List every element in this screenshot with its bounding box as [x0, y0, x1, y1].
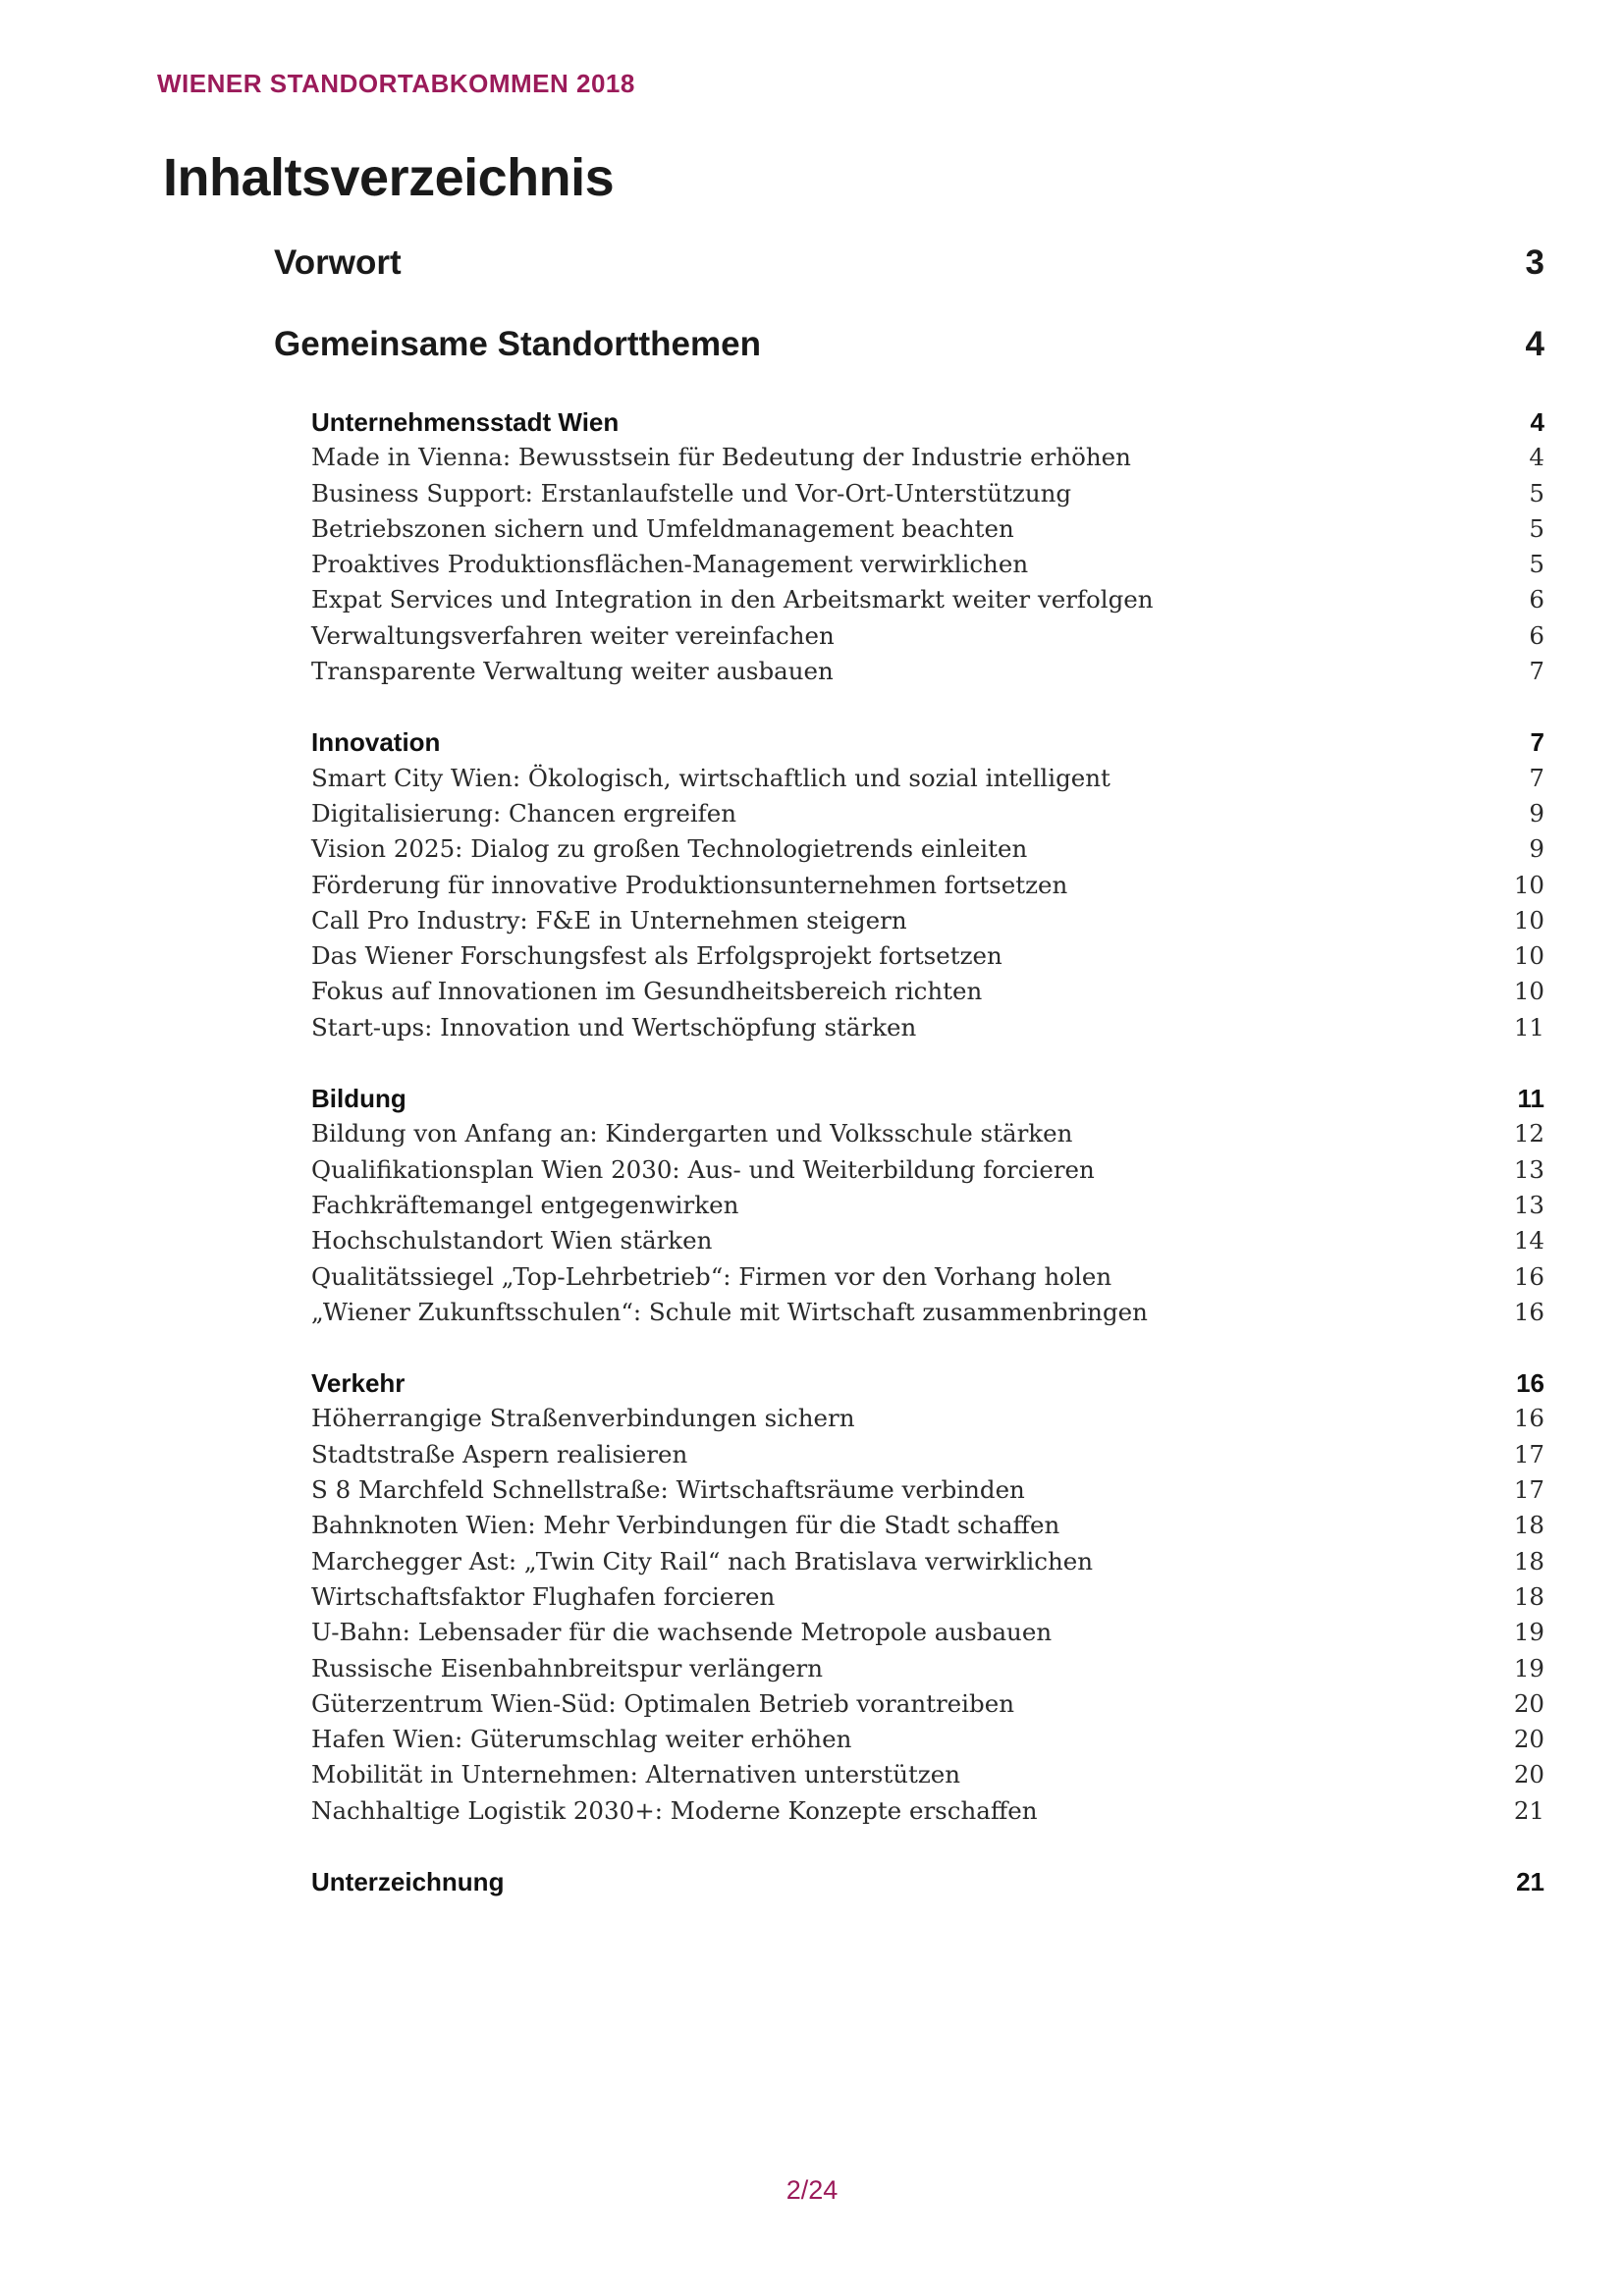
- page-number: 2/24: [785, 2175, 839, 2205]
- entry-page: 6: [1529, 620, 1544, 650]
- toc-entry[interactable]: [311, 511, 1544, 547]
- entry-page: 10: [1513, 977, 1544, 1006]
- entry-page: 16: [1513, 1297, 1544, 1326]
- toc-entry[interactable]: [311, 476, 1544, 511]
- entry-page: 6: [1529, 585, 1544, 614]
- toc-entry[interactable]: [311, 761, 1544, 796]
- entry-label: Russische Eisenbahnbreitspur verlängern: [311, 1653, 824, 1682]
- entry-page: 13: [1513, 1190, 1544, 1219]
- entry-label: Call Pro Industry: F&E in Unternehmen steigern: [311, 905, 907, 934]
- entry-label: Digitalisierung: Chancen ergreifen: [311, 798, 737, 828]
- table-of-contents: [311, 404, 1544, 1935]
- toc-entry[interactable]: [311, 1472, 1544, 1508]
- entry-label: Smart City Wien: Ökologisch, wirtschaftlich und sozial intelligent: [311, 763, 1110, 792]
- entry-page: 10: [1513, 905, 1544, 934]
- toc-entry[interactable]: [311, 1152, 1544, 1188]
- entry-label: Hafen Wien: Güterumschlag weiter erhöhen: [311, 1725, 852, 1754]
- section-title: Unternehmensstadt Wien: [311, 407, 620, 437]
- entry-page: 14: [1513, 1226, 1544, 1255]
- entry-page: 20: [1513, 1760, 1544, 1789]
- entry-label: Proaktives Produktionsflächen-Management verwirklichen: [311, 550, 1029, 579]
- toc-entry[interactable]: [311, 440, 1544, 475]
- entry-label: Bildung von Anfang an: Kindergarten und Volksschule stärken: [311, 1119, 1073, 1148]
- entry-page: 17: [1513, 1475, 1544, 1505]
- section-title: Bildung: [311, 1084, 406, 1114]
- entry-label: Made in Vienna: Bewusstsein für Bedeutung der Industrie erhöhen: [311, 443, 1131, 472]
- entry-page: 11: [1513, 1012, 1544, 1041]
- entry-label: Qualifikationsplan Wien 2030: Aus- und Weiterbildung forcieren: [311, 1154, 1095, 1184]
- section-heading[interactable]: [311, 724, 1544, 760]
- chapter-label: Gemeinsame Standortthemen: [274, 325, 761, 363]
- entry-label: Stadtstraße Aspern realisieren: [311, 1439, 688, 1468]
- toc-entry[interactable]: [311, 868, 1544, 903]
- toc-entry[interactable]: [311, 1722, 1544, 1757]
- section-page: 21: [1516, 1866, 1544, 1896]
- toc-entry[interactable]: [311, 1651, 1544, 1686]
- entry-page: 10: [1513, 941, 1544, 971]
- toc-entry[interactable]: [311, 831, 1544, 867]
- toc-entry[interactable]: [311, 1010, 1544, 1045]
- entry-label: Qualitätssiegel „Top-Lehrbetrieb“: Firmen vor den Vorhang holen: [311, 1261, 1112, 1291]
- document-header: WIENER STANDORTABKOMMEN 2018: [157, 69, 635, 98]
- chapter-page: 4: [1525, 325, 1544, 363]
- entry-label: Mobilität in Unternehmen: Alternativen unterstützen: [311, 1760, 961, 1789]
- toc-entry[interactable]: [311, 1259, 1544, 1295]
- entry-page: 16: [1513, 1261, 1544, 1291]
- toc-entry[interactable]: [311, 654, 1544, 689]
- entry-page: 21: [1513, 1795, 1544, 1825]
- section-page: 4: [1530, 407, 1544, 437]
- chapter-label: Vorwort: [274, 243, 402, 282]
- entry-label: Verwaltungsverfahren weiter vereinfachen: [311, 620, 835, 650]
- chapter-page: 3: [1525, 243, 1544, 282]
- entry-label: Start-ups: Innovation und Wertschöpfung stärken: [311, 1012, 917, 1041]
- entry-page: 9: [1529, 798, 1544, 828]
- entry-label: Fachkräftemangel entgegenwirken: [311, 1190, 739, 1219]
- toc-entry[interactable]: [311, 618, 1544, 654]
- toc-entry[interactable]: [311, 1757, 1544, 1792]
- toc-section: [311, 1864, 1544, 1899]
- entry-page: 5: [1529, 513, 1544, 543]
- entry-label: Das Wiener Forschungsfest als Erfolgsprojekt fortsetzen: [311, 941, 1002, 971]
- entry-label: Expat Services und Integration in den Arbeitsmarkt weiter verfolgen: [311, 585, 1154, 614]
- entry-label: Wirtschaftsfaktor Flughafen forcieren: [311, 1581, 776, 1611]
- entry-page: 7: [1529, 657, 1544, 686]
- entry-page: 12: [1513, 1119, 1544, 1148]
- toc-section: [311, 724, 1544, 1045]
- entry-label: Marchegger Ast: „Twin City Rail“ nach Bratislava verwirklichen: [311, 1546, 1094, 1575]
- entry-page: 19: [1513, 1618, 1544, 1647]
- entry-page: 5: [1529, 478, 1544, 507]
- toc-section: [311, 1081, 1544, 1330]
- section-title: Unterzeichnung: [311, 1866, 505, 1896]
- entry-label: U-Bahn: Lebensader für die wachsende Metropole ausbauen: [311, 1618, 1053, 1647]
- toc-entry[interactable]: [311, 1116, 1544, 1151]
- entry-label: Transparente Verwaltung weiter ausbauen: [311, 657, 834, 686]
- entry-page: 18: [1513, 1511, 1544, 1540]
- section-page: 16: [1516, 1368, 1544, 1399]
- entry-label: Höherrangige Straßenverbindungen sichern: [311, 1404, 855, 1433]
- toc-entry[interactable]: [311, 1437, 1544, 1472]
- toc-entry[interactable]: [311, 1793, 1544, 1829]
- section-title: Verkehr: [311, 1368, 406, 1399]
- toc-entry[interactable]: [311, 1295, 1544, 1330]
- toc-entry[interactable]: [311, 1508, 1544, 1543]
- toc-entry[interactable]: [311, 1686, 1544, 1722]
- entry-page: 5: [1529, 550, 1544, 579]
- toc-entry[interactable]: [311, 903, 1544, 938]
- entry-label: Business Support: Erstanlaufstelle und Vor-Ort-Unterstützung: [311, 478, 1072, 507]
- chapter-vorwort[interactable]: [274, 243, 1544, 283]
- entry-page: 20: [1513, 1688, 1544, 1718]
- section-heading[interactable]: [311, 1864, 1544, 1899]
- toc-section: [311, 1365, 1544, 1829]
- entry-label: Nachhaltige Logistik 2030+: Moderne Konzepte erschaffen: [311, 1795, 1038, 1825]
- toc-entry[interactable]: [311, 796, 1544, 831]
- entry-label: S 8 Marchfeld Schnellstraße: Wirtschaftsräume verbinden: [311, 1475, 1025, 1505]
- entry-page: 17: [1513, 1439, 1544, 1468]
- toc-entry[interactable]: [311, 1579, 1544, 1615]
- entry-page: 16: [1513, 1404, 1544, 1433]
- toc-section: [311, 404, 1544, 689]
- entry-label: Fokus auf Innovationen im Gesundheitsbereich richten: [311, 977, 983, 1006]
- toc-entry[interactable]: [311, 1188, 1544, 1223]
- entry-label: Güterzentrum Wien-Süd: Optimalen Betrieb vorantreiben: [311, 1688, 1014, 1718]
- section-heading[interactable]: [311, 404, 1544, 440]
- toc-entry[interactable]: [311, 1401, 1544, 1436]
- entry-page: 4: [1529, 443, 1544, 472]
- entry-label: Vision 2025: Dialog zu großen Technologietrends einleiten: [311, 834, 1028, 864]
- toc-entry[interactable]: [311, 582, 1544, 617]
- entry-page: 7: [1529, 763, 1544, 792]
- entry-page: 18: [1513, 1581, 1544, 1611]
- entry-label: Förderung für innovative Produktionsunternehmen fortsetzen: [311, 870, 1068, 899]
- entry-page: 19: [1513, 1653, 1544, 1682]
- entry-page: 10: [1513, 870, 1544, 899]
- toc-entry[interactable]: [311, 938, 1544, 974]
- entry-label: „Wiener Zukunftsschulen“: Schule mit Wirtschaft zusammenbringen: [311, 1297, 1148, 1326]
- entry-page: 9: [1529, 834, 1544, 864]
- section-heading[interactable]: [311, 1365, 1544, 1401]
- toc-entry[interactable]: [311, 547, 1544, 582]
- section-title: Innovation: [311, 727, 441, 758]
- toc-entry[interactable]: [311, 1544, 1544, 1579]
- section-page: 7: [1530, 727, 1544, 758]
- section-page: 11: [1517, 1084, 1544, 1114]
- toc-entry[interactable]: [311, 1223, 1544, 1258]
- entry-label: Hochschulstandort Wien stärken: [311, 1226, 713, 1255]
- toc-entry[interactable]: [311, 1615, 1544, 1650]
- entry-page: 20: [1513, 1725, 1544, 1754]
- entry-label: Betriebszonen sichern und Umfeldmanagement beachten: [311, 513, 1014, 543]
- toc-entry[interactable]: [311, 974, 1544, 1009]
- section-heading[interactable]: [311, 1081, 1544, 1116]
- page-title: Inhaltsverzeichnis: [163, 148, 615, 207]
- entry-label: Bahnknoten Wien: Mehr Verbindungen für die Stadt schaffen: [311, 1511, 1060, 1540]
- entry-page: 13: [1513, 1154, 1544, 1184]
- chapter-gemeinsame-standortthemen[interactable]: [274, 325, 1544, 364]
- entry-page: 18: [1513, 1546, 1544, 1575]
